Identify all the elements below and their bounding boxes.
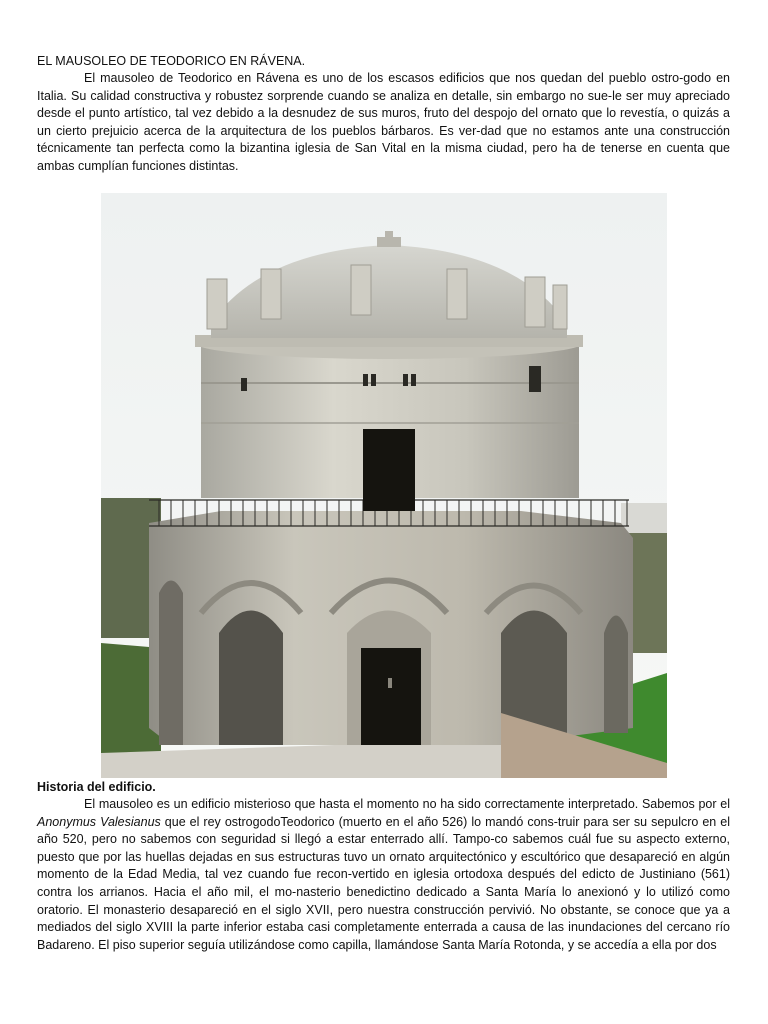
- history-italic-source: Anonymus Valesianus: [37, 814, 161, 829]
- history-text-before: El mausoleo es un edificio misterioso que hasta el momento no ha sido correctamente interpretado. Sabemos por el: [84, 797, 730, 811]
- mausoleum-photo: [101, 193, 667, 778]
- section-heading: Historia del edificio.: [37, 780, 156, 794]
- intro-paragraph: [37, 70, 730, 176]
- history-paragraph: [37, 796, 730, 954]
- document-title: EL MAUSOLEO DE TEODORICO EN RÁVENA.: [37, 54, 306, 68]
- mausoleum-illustration: [101, 193, 667, 778]
- intro-paragraph-text: El mausoleo de Teodorico en Rávena es uno de los escasos edificios que nos quedan del pueblo ostro-godo en Italia. Su calidad constructiva y robustez sorprende cuando se analiza en detalle, sin embargo no sue-le ser muy apreciado desde el punto artístico, tal vez debido a la desnudez de sus muros, fruto del despojo del ornato que lo revestía, o quizás a un cierto prejuicio acerca de la arquitectura de los pueblos bárbaros. Es ver-dad que no estamos ante una construcción técnicamente tan perfecta como la bizantina iglesia de San Vital en la misma ciudad, pero ha de tenerse en cuenta que ambas cumplían funciones distintas.: [37, 71, 730, 173]
- history-text-after: que el rey ostrogodoTeodorico (muerto en el año 526) lo mandó cons-truir para ser su sepulcro en el año 520, pero no sabemos con seguridad si llegó a estar enterrado allí. Tampo-co sabemos cuál fue su aspecto externo, puesto que por las huellas dejadas en sus estructuras tuvo un ornato arquitectónico y escultórico que desapareció en algún momento de la Edad Media, tal vez cuando fue recon-vertido en iglesia ortodoxa después del edicto de Justiniano (561) contra los arrianos. Hacia el año mil, el mo-nasterio benedictino dedicado a Santa María lo anexionó y lo utilizó como oratorio. El monasterio desapareció en el siglo XVII, pero nuestra construcción pervivió. No obstante, se conoce que ya a mediados del siglo XVIII la parte inferior estaba casi completamente enterrada a causa de las inundaciones del cercano río Badareno. El piso superior seguía utilizándose como capilla, llamándose Santa María Rotonda, y se accedía a ella por dos: [37, 814, 731, 952]
